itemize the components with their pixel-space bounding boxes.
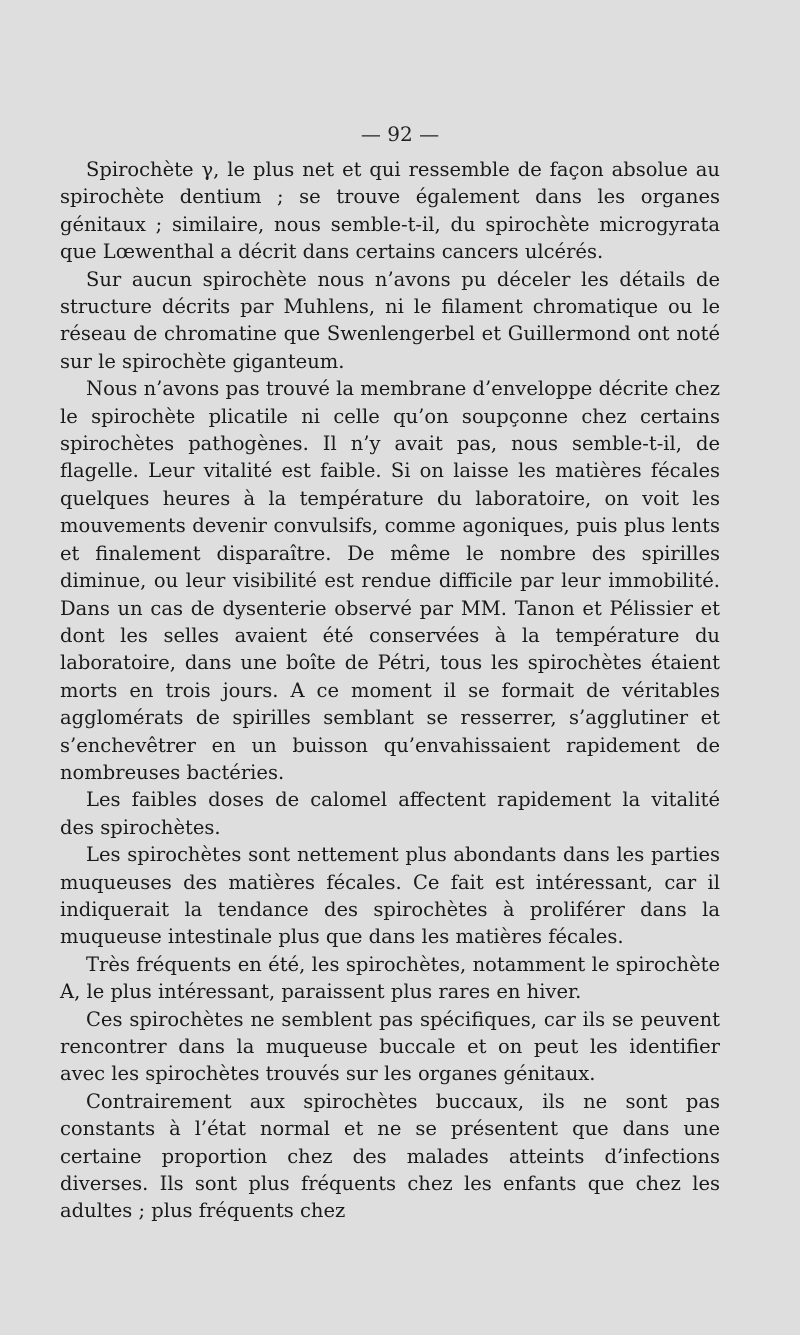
paragraph-4: Les faibles doses de calomel affectent rapidement la vitalité des spirochètes. bbox=[60, 788, 720, 839]
page-number: — 92 — bbox=[360, 122, 440, 146]
paragraph-2: Sur aucun spirochète nous n’avons pu déceler les détails de structure décrits par Muhlens, ni le filament chromatique ou le réseau de chromatine que Swenlengerbel et Guillermond ont noté sur le spirochète giganteum. bbox=[60, 267, 720, 373]
paragraph-1: Spirochète γ, le plus net et qui ressemble de façon absolue au spirochète dentium ; se trouve également dans les organes génitaux ; similaire, nous semble-t-il, du spirochète microgyrata que Lœwenthal a décrit dans certains cancers ulcérés. bbox=[60, 158, 720, 264]
paragraph-8: Contrairement aux spirochètes buccaux, ils ne sont pas constants à l’état normal et ne se présentent que dans une certaine proportion chez des malades atteints d’infections diverses. Ils sont plus fréquents chez les enfants que chez les adultes ; plus fréquents chez bbox=[60, 1089, 720, 1223]
paragraph-5: Les spirochètes sont nettement plus abondants dans les parties muqueuses des matières fécales. Ce fait est intéressant, car il indiquerait la tendance des spirochètes à proliférer dans la muqueuse intestinale plus que dans les matières fécales. bbox=[60, 843, 720, 949]
paragraph-3: Nous n’avons pas trouvé la membrane d’enveloppe décrite chez le spirochète plicatile ni celle qu’on soupçonne chez certains spirochètes pathogènes. Il n’y avait pas, nous semble-t-il, de flagelle. Leur vitalité est faible. Si on laisse les matières fécales quelques heures à la température du laboratoire, on voit les mouvements devenir convulsifs, comme agoniques, puis plus lents et finalement disparaître. De même le nombre des spirilles diminue, ou leur visibilité est rendue difficile par leur immobilité. Dans un cas de dysenterie observé par MM. Tanon et Pélissier et dont les selles avaient été conservées à la température du laboratoire, dans une boîte de Pétri, tous les spirochètes étaient morts en trois jours. A ce moment il se formait de véritables agglomérats de spirilles semblant se resserrer, s’agglutiner et s’enchevêtrer en un buisson qu’envahissaient rapidement de nombreuses bactéries. bbox=[60, 377, 720, 784]
paragraph-6: Très fréquents en été, les spirochètes, notamment le spirochète A, le plus intéressant, paraissent plus rares en hiver. bbox=[60, 952, 720, 1004]
paragraph-7: Ces spirochètes ne semblent pas spécifiques, car ils se peuvent rencontrer dans la muqueuse buccale et on peut les identifier avec les spirochètes trouvés sur les organes génitaux. bbox=[60, 1007, 720, 1086]
body-text bbox=[60, 156, 720, 1225]
